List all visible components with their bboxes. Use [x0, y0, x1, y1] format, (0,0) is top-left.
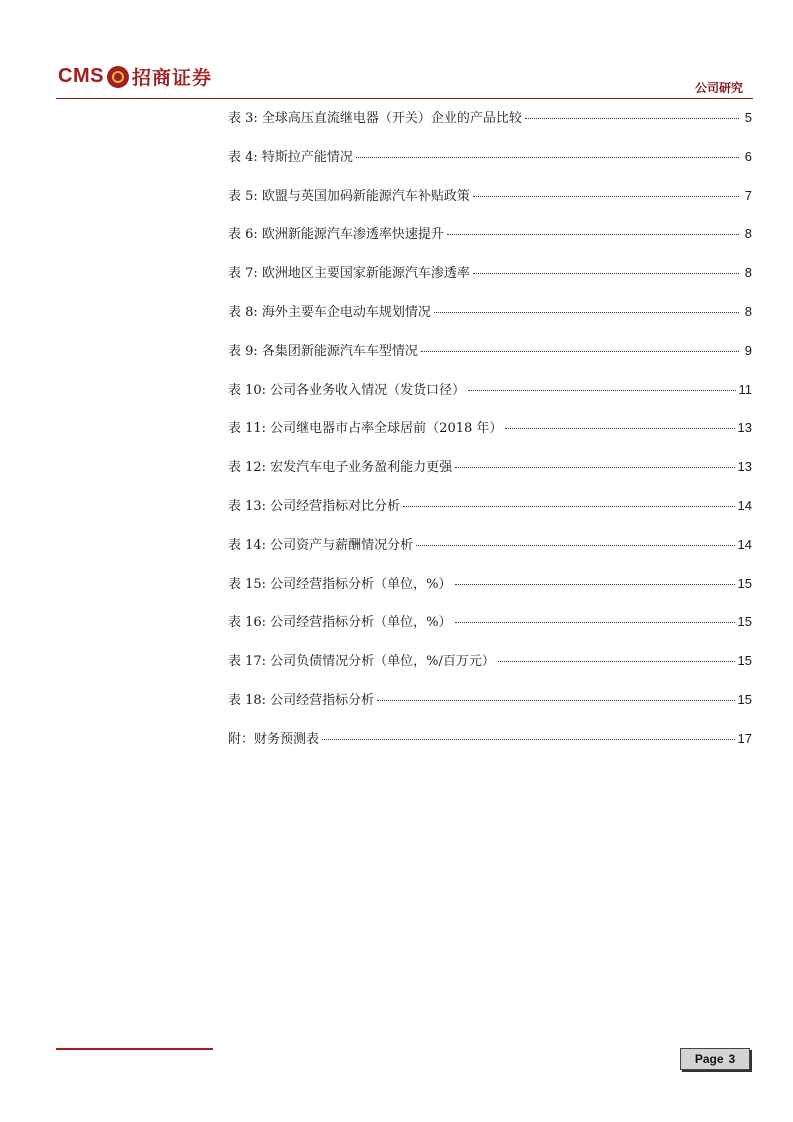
toc-entry-label: 表 4: 特斯拉产能情况 [228, 149, 353, 165]
logo-chinese-name: 招商证券 [131, 67, 212, 89]
toc-entry-label: 表 12: 宏发汽车电子业务盈利能力更强 [228, 460, 453, 476]
toc-leader-dots [377, 700, 734, 701]
toc-entry-page: 6 [744, 148, 752, 164]
toc-entry-page: 15 [737, 575, 752, 591]
toc-entry[interactable] [228, 690, 752, 729]
toc-entry[interactable] [228, 535, 752, 574]
toc-entry[interactable] [228, 380, 752, 419]
toc-leader-dots [473, 273, 739, 274]
toc-leader-dots [434, 312, 739, 313]
toc-entry[interactable] [228, 147, 752, 186]
toc-entry-label: 表 3: 全球高压直流继电器（开关）企业的产品比较 [228, 111, 522, 126]
toc-leader-dots [416, 545, 734, 546]
toc-entry-label: 表 10: 公司各业务收入情况（发货口径） [228, 382, 466, 398]
page-number: 3 [728, 1052, 736, 1066]
toc-leader-dots [447, 234, 739, 235]
toc-entry[interactable] [228, 457, 752, 496]
toc-entry-label: 表 13: 公司经营指标对比分析 [228, 498, 401, 514]
toc-entry-page: 15 [737, 653, 752, 669]
company-logo [58, 63, 212, 90]
toc-entry[interactable] [228, 302, 752, 341]
logo-text: CMS [58, 65, 104, 87]
toc-entry-page: 8 [744, 226, 752, 242]
toc-entry-page: 13 [737, 459, 752, 475]
toc-entry-page: 14 [737, 536, 752, 552]
toc-leader-dots [498, 661, 735, 662]
toc-entry[interactable] [228, 108, 752, 147]
toc-entry-label: 表 8: 海外主要车企电动车规划情况 [228, 304, 431, 320]
toc-entry[interactable] [228, 186, 752, 225]
toc-entry-page: 17 [737, 730, 752, 746]
toc-leader-dots [322, 739, 735, 740]
toc-entry-page: 11 [738, 381, 752, 397]
toc-entry-page: 13 [737, 420, 752, 436]
toc-entry-label: 表 18: 公司经营指标分析 [228, 692, 375, 708]
toc-entry-label: 表 17: 公司负债情况分析（单位，%/百万元） [228, 654, 495, 670]
toc-entry-page: 14 [737, 497, 752, 513]
toc-entry[interactable] [228, 612, 752, 651]
page-word: Page [694, 1052, 724, 1066]
toc-entry-appendix[interactable] [228, 729, 752, 768]
toc-leader-dots [455, 467, 734, 468]
toc-entry[interactable] [228, 263, 752, 302]
toc-entry-label: 表 14: 公司资产与薪酬情况分析 [228, 537, 414, 553]
toc-entry-label: 表 5: 欧盟与英国加码新能源汽车补贴政策 [228, 188, 470, 204]
footer-divider [56, 1048, 213, 1050]
toc-entry[interactable] [228, 224, 752, 263]
toc-entry-page: 15 [737, 691, 752, 707]
toc-leader-dots [403, 506, 734, 507]
toc-entry[interactable] [228, 651, 752, 690]
toc-entry[interactable] [228, 574, 752, 613]
logo-emblem-icon [107, 66, 129, 88]
toc-entry[interactable] [228, 418, 752, 457]
header-divider [56, 98, 753, 99]
toc-entry-label: 表 15: 公司经营指标分析（单位，%） [228, 576, 452, 592]
page-number-badge [680, 1048, 750, 1070]
toc-entry-page: 8 [744, 265, 752, 281]
toc-leader-dots [421, 351, 739, 352]
table-of-contents [228, 108, 752, 768]
toc-leader-dots [455, 622, 735, 623]
toc-entry[interactable] [228, 341, 752, 380]
toc-entry-label: 表 16: 公司经营指标分析（单位，%） [228, 615, 452, 631]
toc-entry-page: 9 [744, 342, 752, 358]
toc-leader-dots [468, 390, 735, 391]
toc-entry-page: 8 [744, 303, 752, 319]
toc-leader-dots [473, 196, 739, 197]
toc-entry-label: 附：财务预测表 [228, 730, 320, 746]
toc-leader-dots [525, 118, 739, 119]
toc-entry-label: 表 11: 公司继电器市占率全球居前（2018 年） [228, 421, 503, 437]
toc-entry-page: 7 [744, 187, 752, 203]
toc-entry-label: 表 6: 欧洲新能源汽车渗透率快速提升 [228, 227, 444, 243]
toc-leader-dots [455, 584, 735, 585]
toc-entry-page: 5 [744, 110, 752, 125]
toc-entry-label: 表 9: 各集团新能源汽车车型情况 [228, 343, 418, 359]
toc-entry-label: 表 7: 欧洲地区主要国家新能源汽车渗透率 [228, 266, 470, 282]
toc-entry[interactable] [228, 496, 752, 535]
toc-entry-page: 15 [737, 614, 752, 630]
report-type-label: 公司研究 [694, 81, 743, 95]
toc-leader-dots [505, 428, 734, 429]
toc-leader-dots [356, 157, 739, 158]
